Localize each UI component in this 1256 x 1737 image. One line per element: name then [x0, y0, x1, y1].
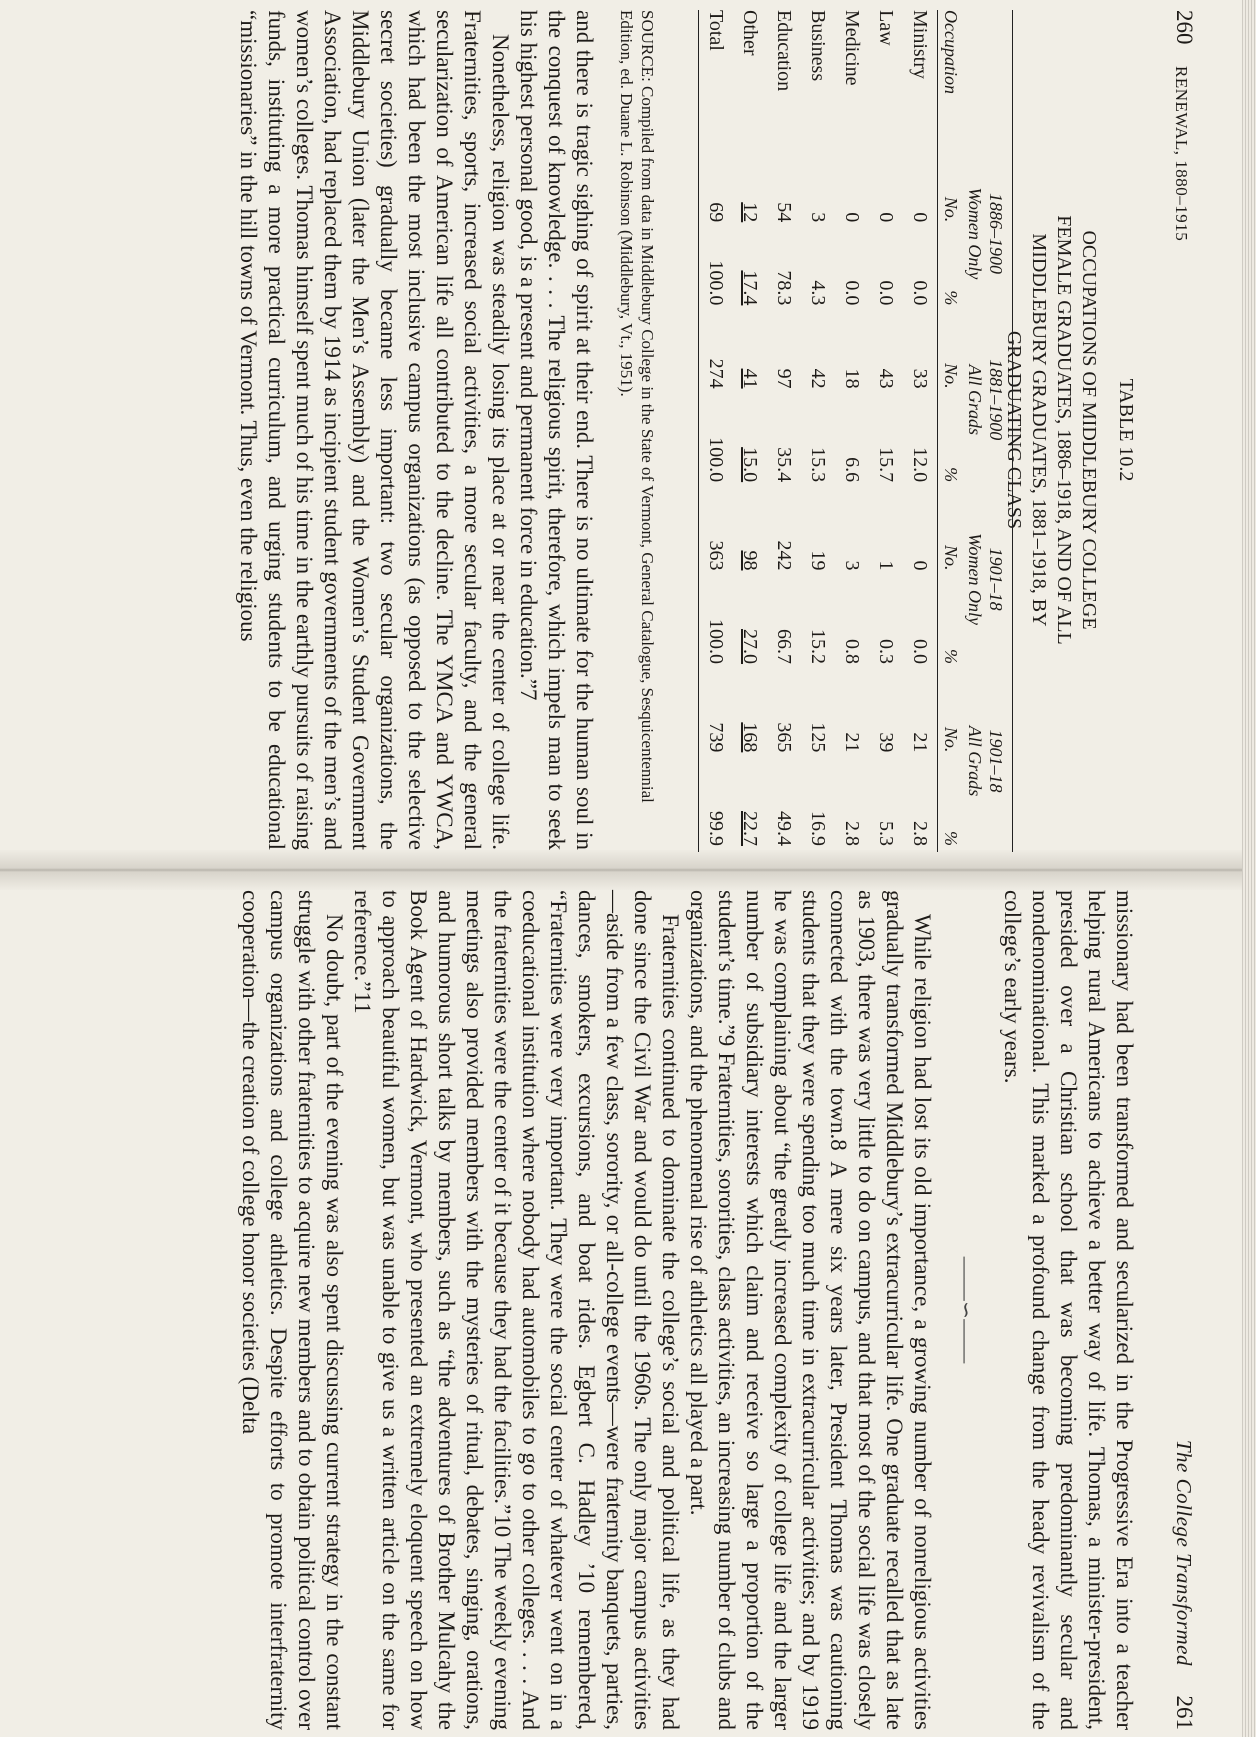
- group-years: 1901–18: [986, 547, 1006, 611]
- column-header-no: No.: [938, 488, 965, 576]
- cell: 125: [807, 722, 829, 753]
- column-header-no: No.: [938, 670, 965, 758]
- group-years: 1901–18: [986, 729, 1006, 793]
- running-header: [1168, 10, 1198, 850]
- row-occupation: Medicine: [841, 10, 863, 86]
- cell: 12.0: [909, 447, 931, 483]
- paragraph: Nonetheless, religion was steadily losing its place at or near the center of college life. Fraternities, sports, increased social activities, a more secular faculty, and the general secularization of American life all contributed to the decline. The YMCA and YWCA, which had been the most inclusive campus organizations (as opposed to the selective secret societies) gradually became less important: two secular organizations, the Middlebury Union (later the Men’s Assembly) and the Women’s Student Government Association, had replaced them by 1914 as incipient student governments of the men’s and women’s colleges. Thomas himself spent much of his time in the earthly pursuits of raising funds, instituting a more practical curriculum, and urging students to be educational “missionaries” in the hill towns of Vermont. Thus, even the religious: [236, 10, 513, 850]
- page-260: [58, 10, 1198, 850]
- cell: 42: [807, 368, 829, 389]
- cell: 2.8: [909, 821, 931, 846]
- column-header-pct: %: [938, 228, 965, 311]
- cell: 3: [807, 212, 829, 223]
- running-head: The College Transformed: [1172, 1439, 1196, 1666]
- cell: 22.7: [739, 811, 761, 846]
- cell: 0: [841, 212, 863, 223]
- cell: 242: [773, 540, 795, 571]
- cell: 54: [773, 202, 795, 223]
- cell: 39: [875, 732, 897, 753]
- cell: 739: [699, 670, 734, 758]
- cell: 0.3: [875, 639, 897, 665]
- group-who: All Grads: [965, 725, 985, 797]
- cell: 100.0: [699, 576, 734, 670]
- cell: 69: [699, 156, 734, 229]
- cell: 4.3: [807, 280, 829, 306]
- group-who: Women Only: [965, 187, 985, 280]
- cell: 19: [807, 550, 829, 571]
- page-number: 261: [1172, 1695, 1197, 1730]
- row-occupation: Education: [773, 10, 795, 92]
- cell: 15.7: [875, 447, 897, 483]
- column-header-occupation: Occupation: [938, 10, 965, 156]
- cell: 15.0: [739, 447, 761, 483]
- running-head: RENEWAL, 1880–1915: [1172, 66, 1191, 242]
- group-years: 1886–1900: [986, 192, 1006, 274]
- cell: 5.3: [875, 821, 897, 846]
- table-column-header: [938, 10, 965, 852]
- paragraph: and there is tragic sighing of spirit at their end. There is no ultimate for the human soul in the conquest of knowledge. . . . The religious spirit, therefore, which impels man to seek his highest personal good, is a present and permanent force in education.”7: [516, 10, 597, 850]
- cell: 15.3: [807, 447, 829, 483]
- cell: 3: [841, 560, 863, 571]
- page-number: 260: [1172, 10, 1197, 45]
- table-row: [767, 10, 801, 852]
- paragraph: No doubt, part of the evening was also spent discussing current strategy in the constant struggle with other fraternities to acquire new members and to obtain political control over campus organizations and college athletics. Despite efforts to promote interfraternity cooperation—the creation of college honor societies (Delta: [238, 890, 347, 1730]
- row-occupation: Business: [807, 10, 829, 82]
- cell: 41: [739, 368, 761, 389]
- cell: 6.6: [841, 457, 863, 483]
- table-source-note: SOURCE: Compiled from data in Middlebury College in the State of Vermont, General Catalogue, Sesquicentennial Edition, ed. Duane L. Robinson (Middlebury, Vt., 1951).: [617, 10, 657, 803]
- cell: 21: [909, 732, 931, 753]
- cell: 97: [773, 368, 795, 389]
- cell: 15.2: [807, 629, 829, 665]
- cell: 100.0: [699, 395, 734, 489]
- page-edges: [1242, 0, 1256, 1737]
- cell: 43: [875, 368, 897, 389]
- cell: 99.9: [699, 758, 734, 852]
- table-group-header: [964, 10, 1013, 852]
- table-title-line: OCCUPATIONS OF MIDDLEBURY COLLEGE: [1078, 230, 1100, 630]
- occupations-table: [698, 10, 1013, 852]
- column-header-pct: %: [938, 576, 965, 670]
- cell: 2.8: [841, 821, 863, 846]
- group-who: All Grads: [965, 364, 985, 436]
- row-occupation: Total: [699, 10, 734, 156]
- cell: 35.4: [773, 447, 795, 483]
- group-years: 1881–1900: [986, 359, 1006, 441]
- row-occupation: Other: [739, 10, 761, 56]
- row-occupation: Ministry: [909, 10, 931, 79]
- body-text: [236, 890, 936, 1730]
- table-row: [869, 10, 903, 852]
- cell: 17.4: [739, 270, 761, 306]
- table-title-line: MIDDLEBURY GRADUATES, 1881–1918, BY: [1028, 233, 1050, 627]
- column-header-no: No.: [938, 156, 965, 229]
- cell: 168: [739, 722, 761, 753]
- column-header-pct: %: [938, 395, 965, 489]
- cell: 33: [909, 368, 931, 389]
- cell: 1: [875, 560, 897, 571]
- group-who: Women Only: [965, 533, 985, 625]
- cell: 16.9: [807, 811, 829, 846]
- table-row: [903, 10, 938, 852]
- table-label: TABLE 10.2: [1115, 378, 1137, 482]
- table-title-line: FEMALE GRADUATES, 1886–1918, AND OF ALL: [1053, 215, 1075, 645]
- cell: 78.3: [773, 270, 795, 306]
- row-occupation: Law: [875, 10, 897, 46]
- page-261: [58, 890, 1198, 1730]
- column-header-no: No.: [938, 311, 965, 394]
- book-gutter: [0, 850, 1256, 890]
- running-header: [1168, 890, 1198, 1730]
- cell: 0.0: [909, 280, 931, 306]
- cell: 66.7: [773, 629, 795, 665]
- table-row-total: [699, 10, 734, 852]
- cell: 18: [841, 368, 863, 389]
- cell: 0: [909, 560, 931, 571]
- body-text: [234, 10, 598, 850]
- cell: 12: [739, 202, 761, 223]
- paragraph: missionary had been transformed and secularized in the Progressive Era into a teacher helping rural Americans to achieve a better way of life. Thomas, a minister-president, presided over a Christian school that was becoming predominantly secular and nondenominational. This marked a profound change from the heady revivalism of the college’s early years.: [1000, 890, 1137, 1730]
- column-header-pct: %: [938, 758, 965, 852]
- paragraph: While religion had lost its old importance, a growing number of nonreligious activities gradually transformed Middlebury’s extracurricular life. One graduate recalled that as late as 1903, there was very little to do on campus, and that most of the social life was closely connected with the town.8 A mere six years later, President Thomas was cautioning students that they were spending too much time in extracurricular activities; and by 1919 he was complaining about “the greatly increased complexity of college life and the larger number of subsidiary interests which claim and receive so large a proportion of the student’s time.”9 Fraternities, sororities, class activities, an increasing number of clubs and organizations, and the phenomenal rise of athletics all played a part.: [686, 890, 935, 1730]
- cell: 21: [841, 732, 863, 753]
- body-text: [998, 890, 1138, 1730]
- table-row: [835, 10, 869, 852]
- table-title: [1001, 10, 1138, 850]
- table-title-line: GRADUATING CLASS: [1003, 330, 1025, 530]
- cell: 0: [875, 212, 897, 223]
- cell: 27.0: [739, 629, 761, 665]
- cell: 0.0: [909, 639, 931, 665]
- paragraph: Fraternities continued to dominate the college’s social and political life, as they had done since the Civil War and would do until the 1960s. The only major campus activities—aside from a few class, sorority, or all-college events—were fraternity banquets, parties, dances, smokers, excursions, and boat rides. Egbert C. Hadley ’10 remembered, “Fraternities were very important. They were the social center of whatever went on in a coeducational institution where nobody had automobiles to go to other colleges. . . . And the fraternities were the center of it because they had the facilities.”10 The weekly evening meetings also provided members with the mysteries of ritual, debates, singing, orations, and humorous short talks by members, such as “the adventures of Brother Mulcahy the Book Agent of Hardwick, Vermont, who presented an extremely eloquent speech on how to approach beautiful women, but was unable to give us a written article on the same for reference.”11: [350, 890, 683, 1730]
- cell: 274: [699, 311, 734, 394]
- cell: 100.0: [699, 228, 734, 311]
- table-row: [801, 10, 835, 852]
- cell: 0.0: [875, 280, 897, 306]
- cell: 49.4: [773, 811, 795, 846]
- cell: 0.8: [841, 639, 863, 665]
- cell: 363: [699, 488, 734, 576]
- cell: 0.0: [841, 280, 863, 306]
- cell: 365: [773, 722, 795, 753]
- cell: 98: [739, 550, 761, 571]
- table-row: [733, 10, 767, 852]
- section-ornament: ——∽——: [954, 1256, 979, 1364]
- cell: 0: [909, 212, 931, 223]
